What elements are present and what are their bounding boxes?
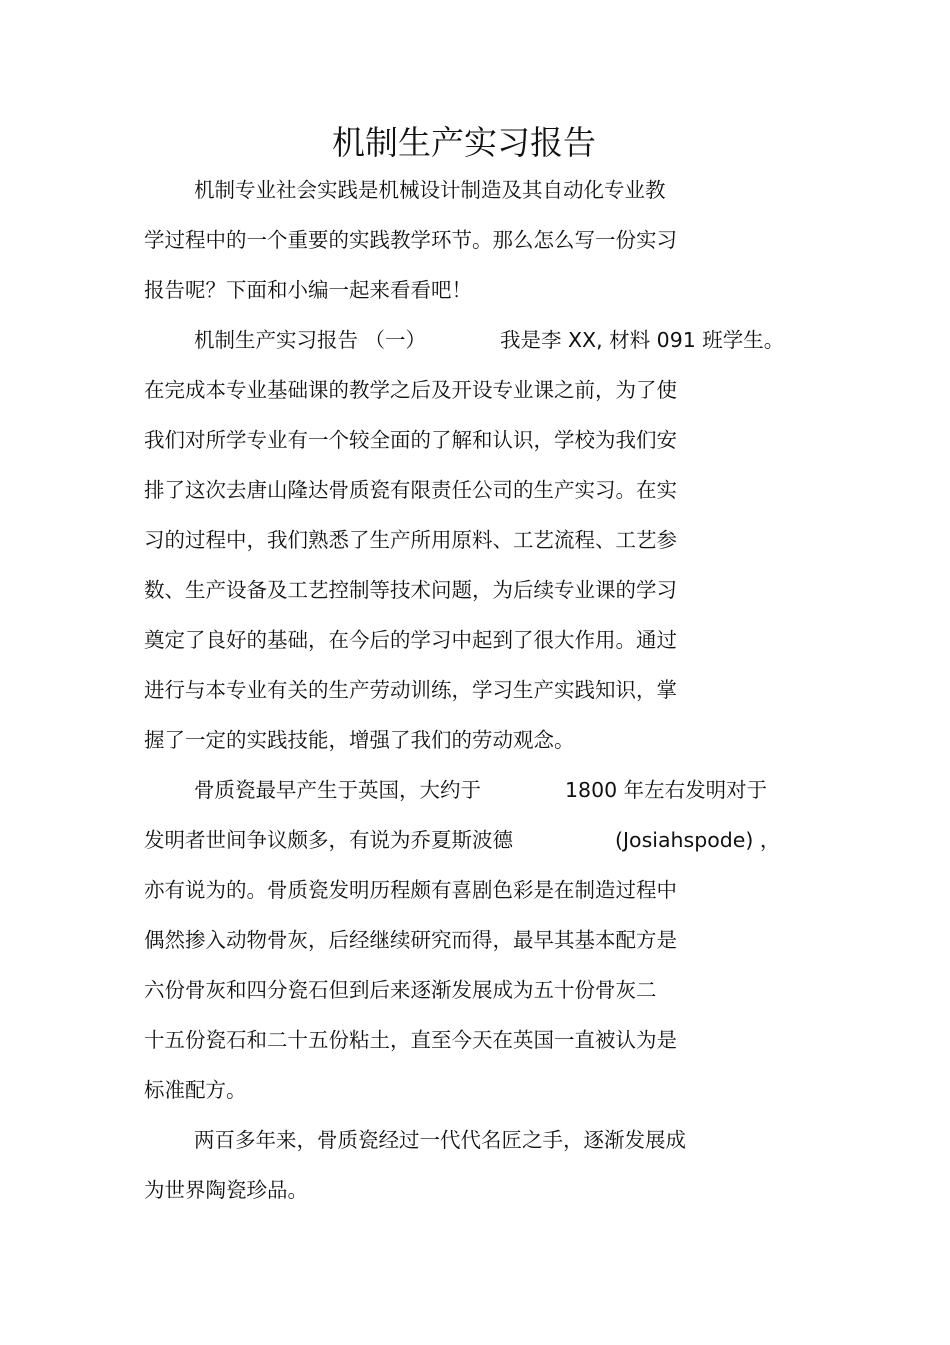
- paragraph-2-line-3: 排了这次去唐山隆达骨质瓷有限责任公司的生产实习。在实: [144, 478, 677, 502]
- paragraph-3-line-4: 偶然掺入动物骨灰，后经继续研究而得，最早其基本配方是: [144, 928, 677, 952]
- paragraph-2-line-1: 在完成本专业基础课的教学之后及开设专业课之前，为了使: [144, 378, 677, 402]
- paragraph-3-line-1a: 骨质瓷最早产生于英国，大约于: [194, 778, 481, 802]
- paragraph-1-line-3: 报告呢？下面和小编一起来看看吧！: [144, 278, 472, 302]
- paragraph-3-line-3: 亦有说为的。骨质瓷发明历程颇有喜剧色彩是在制造过程中: [144, 878, 677, 902]
- paragraph-3-line-6: 十五份瓷石和二十五份粘土，直至今天在英国一直被认为是: [144, 1028, 677, 1052]
- paragraph-2-line-7: 进行与本专业有关的生产劳动训练，学习生产实践知识，掌: [144, 678, 677, 702]
- paragraph-3-line-1b: 1800 年左右发明对于: [565, 778, 768, 802]
- paragraph-3-line-2b: (Josiahspode) ，: [615, 828, 781, 852]
- paragraph-3-line-7: 标准配方。: [144, 1078, 247, 1102]
- paragraph-4-line-2: 为世界陶瓷珍品。: [144, 1178, 308, 1202]
- paragraph-2-line-2: 我们对所学专业有一个较全面的了解和认识，学校为我们安: [144, 428, 677, 452]
- paragraph-2-intro: 我是李 XX, 材料 091 班学生。: [500, 328, 785, 352]
- paragraph-1-line-1: 机制专业社会实践是机械设计制造及其自动化专业教: [194, 178, 666, 202]
- paragraph-3-line-2a: 发明者世间争议颇多，有说为乔夏斯波德: [144, 828, 513, 852]
- page-title: 机制生产实习报告: [332, 123, 596, 162]
- paragraph-1-line-2: 学过程中的一个重要的实践教学环节。那么怎么写一份实习: [144, 228, 677, 252]
- paragraph-2-line-4: 习的过程中，我们熟悉了生产所用原料、工艺流程、工艺参: [144, 528, 677, 552]
- paragraph-4-line-1: 两百多年来，骨质瓷经过一代代名匠之手，逐渐发展成: [194, 1128, 686, 1152]
- section-heading: 机制生产实习报告 （一）: [194, 328, 427, 352]
- paragraph-2-line-6: 奠定了良好的基础，在今后的学习中起到了很大作用。通过: [144, 628, 677, 652]
- paragraph-3-line-5: 六份骨灰和四分瓷石但到后来逐渐发展成为五十份骨灰二: [144, 978, 657, 1002]
- paragraph-2-line-8: 握了一定的实践技能，增强了我们的劳动观念。: [144, 728, 575, 752]
- paragraph-2-line-5: 数、生产设备及工艺控制等技术问题，为后续专业课的学习: [144, 578, 677, 602]
